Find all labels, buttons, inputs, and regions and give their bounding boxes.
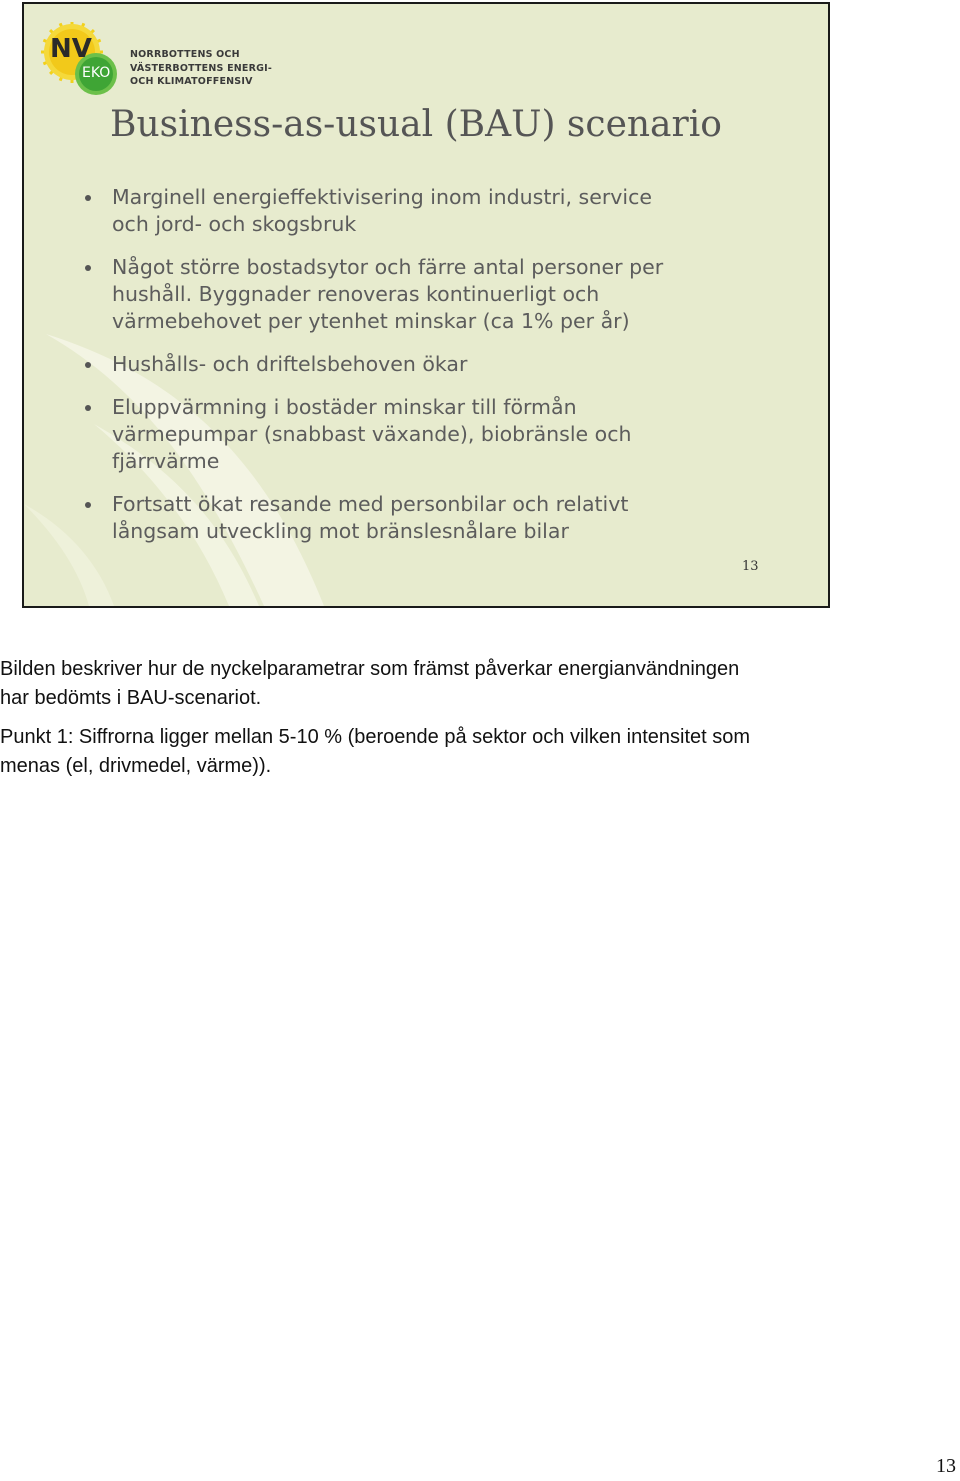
notes-line: menas (el, drivmedel, värme)). — [0, 755, 272, 777]
bullet-line: Eluppvärmning i bostäder minskar till förmån — [112, 395, 577, 419]
logo-badge: EKO — [82, 65, 111, 81]
bullet-line: Hushålls- och driftelsbehoven ökar — [112, 352, 468, 376]
speaker-notes — [0, 655, 900, 791]
bullet-item — [84, 394, 764, 475]
bullet-line: hushåll. Byggnader renoveras kontinuerligt och — [112, 282, 600, 306]
notes-line: har bedömts i BAU-scenariot. — [0, 687, 262, 709]
nv-eko-logo — [40, 22, 120, 98]
page-number: 13 — [936, 1455, 956, 1477]
notes-line: Bilden beskriver hur de nyckelparametrar som främst påverkar energianvändningen — [0, 658, 740, 680]
org-line: OCH KLIMATOFFENSIV — [130, 76, 253, 87]
bullet-item — [84, 351, 764, 378]
notes-paragraph — [0, 655, 900, 713]
org-line: NORRBOTTENS OCH — [130, 49, 240, 60]
bullet-line: värmepumpar (snabbast växande), biobränsle och — [112, 422, 632, 446]
notes-paragraph — [0, 723, 900, 781]
bullet-line: Marginell energieffektivisering inom industri, service — [112, 185, 652, 209]
bullet-item — [84, 491, 764, 545]
bullet-line: Fortsatt ökat resande med personbilar och relativt — [112, 492, 629, 516]
bullet-line: långsam utveckling mot bränslesnålare bilar — [112, 519, 569, 543]
bullet-line: och jord- och skogsbruk — [112, 212, 357, 236]
slide — [22, 2, 830, 608]
bullet-item — [84, 254, 764, 335]
logo-text: NV — [50, 34, 92, 64]
bullet-item — [84, 184, 764, 238]
slide-title: Business-as-usual (BAU) scenario — [110, 104, 722, 145]
bullet-line: Något större bostadsytor och färre antal personer per — [112, 255, 664, 279]
organization-name — [130, 48, 272, 89]
bullet-line: fjärrvärme — [112, 449, 220, 473]
bullet-list — [84, 184, 764, 561]
slide-number: 13 — [742, 559, 759, 574]
org-line: VÄSTERBOTTENS ENERGI- — [130, 62, 272, 74]
bullet-line: värmebehovet per ytenhet minskar (ca 1% per år) — [112, 309, 630, 333]
notes-line: Punkt 1: Siffrorna ligger mellan 5-10 % (beroende på sektor och vilken intensitet som — [0, 726, 751, 748]
